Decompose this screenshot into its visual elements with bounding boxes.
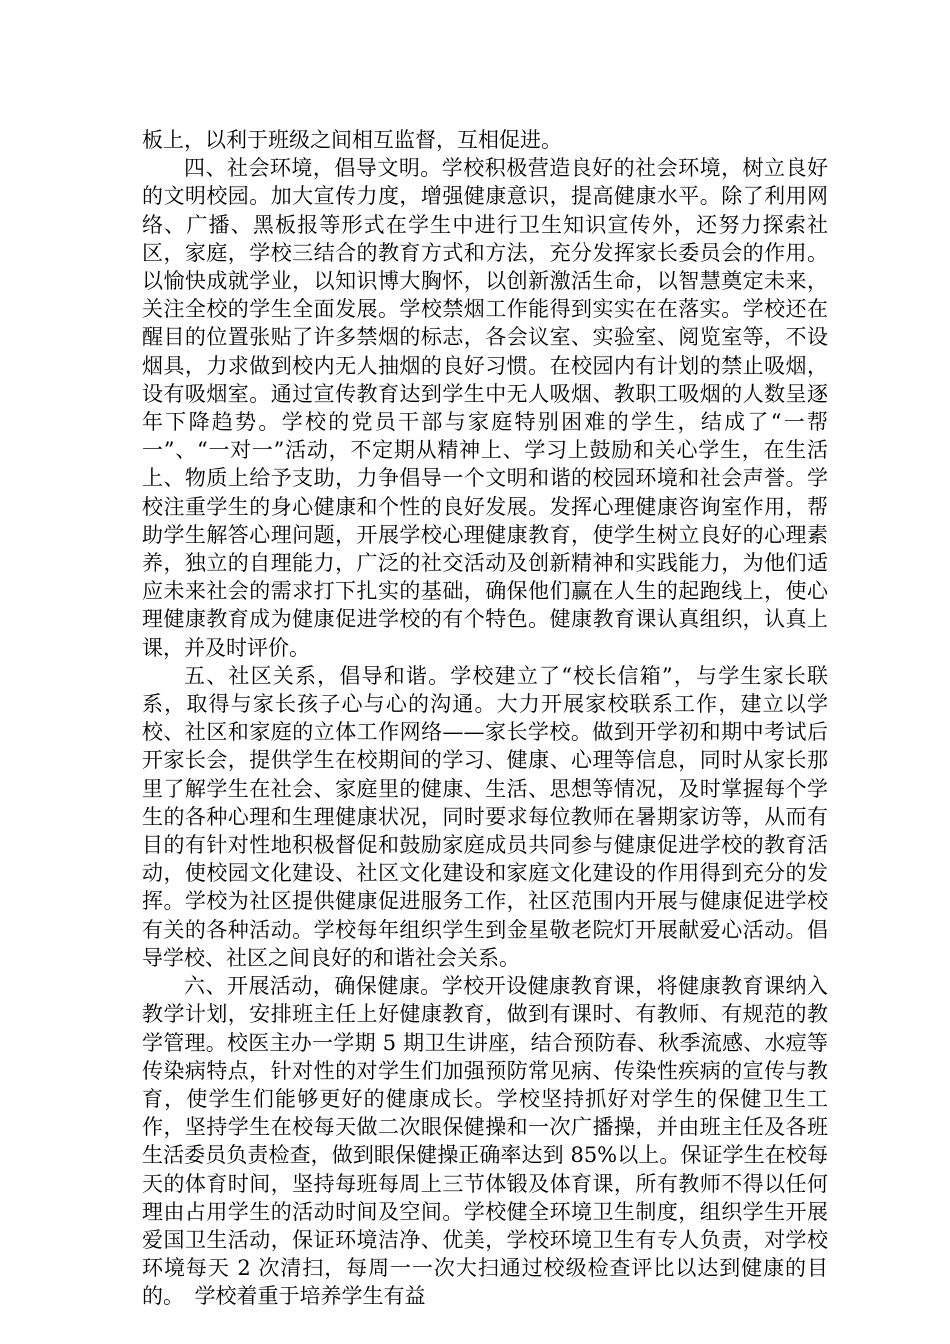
paragraph-health-activities: 六、开展活动，确保健康。学校开设健康教育课，将健康教育课纳入教学计划，安排班主任上好健康教育，做到有课时、有教师、有规范的教学管理。校医主办一学期 5 期卫生讲座，结合预防春、秋季流感、水痘等传染病特点，针对性的对学生们加强预防常见病、传染性疾病的宣传与教育，使学生们能够更好的健康成长。学校坚持抓好对学生的保健卫生工作，坚持学生在校每天做二次眼保健操和一次广播操，并由班主任及各班生活委员负责检查，做到眼保健操正确率达到 85%以上。保证学生在校每天的体育时间，坚持每班每周上三节体锻及体育课，所有教师不得以任何理由占用学生的活动时间及空间。学校健全环境卫生制度，组织学生开展爱国卫生活动，保证环境洁净、优美，学校环境卫生有专人负责，对学校环境每天 2 次清扫，每周一一次大扫通过校级检查评比以达到健康的目的。 学校着重于培养学生有益 [142,974,828,1309]
paragraph-continuation: 板上，以利于班级之间相互监督，互相促进。 [142,128,562,152]
document-body [142,126,828,1311]
paragraph-community-relations: 五、社区关系，倡导和谐。学校建立了“校长信箱”，与学生家长联系，取得与家长孩子心与心的沟通。大力开展家校联系工作，建立以学校、社区和家庭的立体工作网络——家长学校。做到开学初和期中考试后开家长会，提供学生在校期间的学习、健康、心理等信息，同时从家长那里了解学生在社会、家庭里的健康、生活、思想等情况，及时掌握每个学生的各种心理和生理健康状况，同时要求每位教师在暑期家访等，从而有目的有针对性地积极督促和鼓励家庭成员共同参与健康促进学校的教育活动，使校园文化建设、社区文化建设和家庭文化建设的作用得到充分的发挥。学校为社区提供健康促进服务工作，社区范围内开展与健康促进学校有关的各种活动。学校每年组织学生到金星敬老院灯开展献爱心活动。倡导学校、社区之间良好的和谐社会关系。 [142,663,828,970]
paragraph-social-environment: 四、社会环境，倡导文明。学校积极营造良好的社会环境，树立良好的文明校园。加大宣传力度，增强健康意识，提高健康水平。除了利用网络、广播、黑板报等形式在学生中进行卫生知识宣传外，还努力探索社区，家庭，学校三结合的教育方式和方法，充分发挥家长委员会的作用。以愉快成就学业，以知识博大胸怀，以创新激活生命，以智慧奠定未来，关注全校的学生全面发展。学校禁烟工作能得到实实在在落实。学校还在醒目的位置张贴了许多禁烟的标志，各会议室、实验室、阅览室等，不设烟具，力求做到校内无人抽烟的良好习惯。在校园内有计划的禁止吸烟，设有吸烟室。通过宣传教育达到学生中无人吸烟、教职工吸烟的人数呈逐年下降趋势。学校的党员干部与家庭特别困难的学生，结成了“一帮一”、“一对一”活动，不定期从精神上、学习上鼓励和关心学生，在生活上、物质上给予支助，力争倡导一个文明和谐的校园环境和社会声誉。学校注重学生的身心健康和个性的良好发展。发挥心理健康咨询室作用，帮助学生解答心理问题，开展学校心理健康教育，使学生树立良好的心理素养，独立的自理能力，广泛的社交活动及创新精神和实践能力，为他们适应未来社会的需求打下扎实的基础，确保他们赢在人生的起跑线上，使心理健康教育成为健康促进学校的有个特色。健康教育课认真组织，认真上课，并及时评价。 [142,156,828,660]
